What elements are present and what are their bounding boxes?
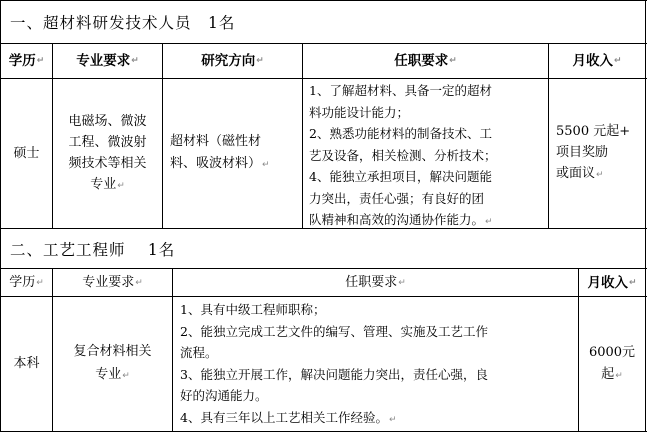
- s2-salary-value: 6000元 起↵: [588, 344, 636, 382]
- s2-header-duties: 任职要求 ↵: [345, 274, 406, 290]
- s2-header-education: 学历 ↵: [9, 274, 44, 290]
- rule-right: [645, 0, 646, 432]
- s1-header-duties: 任职要求 ↵: [394, 53, 457, 69]
- s1-direction-value: 超材料（磁性材 料、吸波材料）↵: [170, 134, 270, 171]
- s1-header-education: 学历 ↵: [8, 53, 45, 69]
- section1-title: 一、超材料研发技术人员 1名: [10, 14, 236, 32]
- s2-major-value: 复合材料相关 专业↵: [73, 344, 152, 382]
- s2-header-major: 专业要求 ↵: [82, 274, 143, 290]
- s1-header-major: 专业要求 ↵: [76, 53, 139, 69]
- s1-duties-value: 1、了解超材料、具备一定的超材 料功能设计能力； 2、熟悉功能材料的制备技术、工 艺及设备，相关检测、分析技术； 4、能独立承担项目，解决问题能 力突出，责任心强；有良好的团 队精神和高效的沟通协作能力。↵: [309, 83, 497, 227]
- s2-education-value: 本科: [13, 356, 40, 371]
- s1-education-value: 硕士: [13, 145, 40, 161]
- s1-header-salary: 月收入 ↵: [572, 53, 622, 69]
- s1-salary-value: 5500 元起+ 项目奖励 或面议↵: [556, 124, 631, 181]
- s1-major-value: 电磁场、微波 工程、微波射 频技术等相关 专业↵: [68, 113, 147, 192]
- s1-header-direction: 研究方向 ↵: [201, 53, 264, 69]
- rule-bottom: [0, 431, 647, 432]
- section2-title: 二、工艺工程师 1名: [10, 241, 176, 259]
- s2-duties-value: 1、具有中级工程师职称； 2、能独立完成工艺文件的编写、管理、实施及工艺工作 流程。 3、能独立开展工作，解决问题能力突出，责任心强，良 好的沟通能力。 4、具有三年以上工艺相关工作经验。↵: [180, 302, 488, 425]
- rule-top: [0, 0, 647, 1]
- s2-header-salary: 月收入 ↵: [587, 274, 637, 291]
